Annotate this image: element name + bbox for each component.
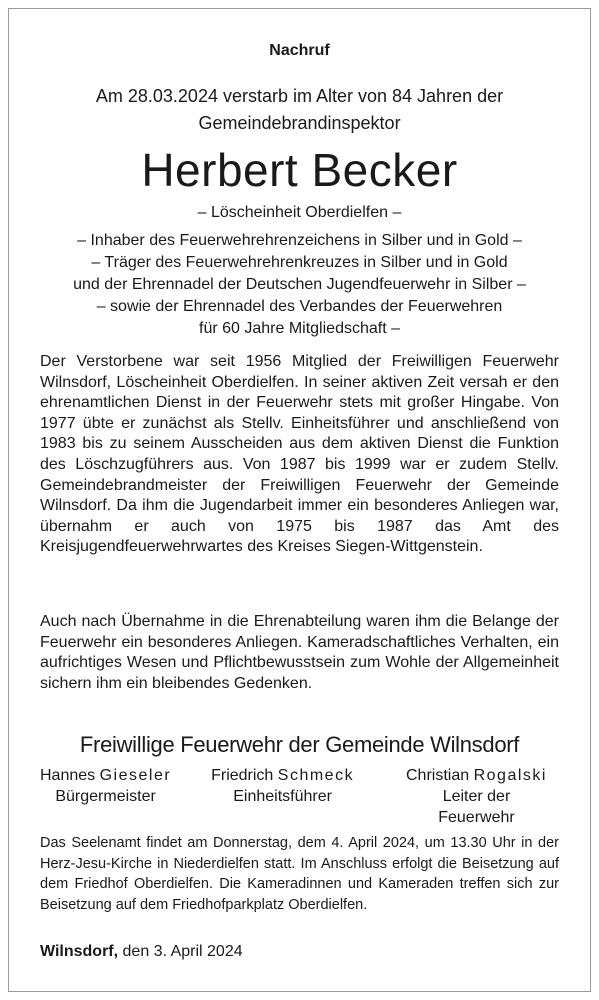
signer-first-name: Hannes	[40, 767, 96, 784]
unit-line: – Löscheinheit Oberdielfen –	[197, 204, 402, 221]
signer-name	[394, 765, 559, 786]
tribute-paragraph: Auch nach Übernahme in die Ehrenabteilung waren ihm die Belange der Feuerwehr ein besonderes Anliegen. Kameradschaftliches Verhalten, ein aufrichtiges Wesen und Pflichtbewusstsein zum Wohle der Allgemeinheit sichern ihm ein bleibendes Gedenken.	[40, 613, 559, 692]
place-name: Wilnsdorf,	[40, 943, 119, 960]
signer-unit-leader	[211, 765, 354, 828]
signer-name	[40, 765, 171, 786]
signer-role: Leiter der Feuerwehr	[438, 788, 515, 826]
intro-line: Am 28.03.2024 verstarb im Alter von 84 Jahren der	[95, 86, 504, 106]
signers-row	[40, 765, 559, 828]
honor-line: und der Ehrennadel der Deutschen Jugendfeuerwehr in Silber –	[73, 276, 526, 293]
signer-fire-chief	[394, 765, 559, 828]
honors-list	[40, 230, 559, 340]
signer-mayor	[40, 765, 171, 828]
signer-last-name: Gieseler	[99, 767, 172, 784]
deceased-name: Herbert Becker	[141, 144, 458, 196]
signer-name	[211, 765, 354, 786]
signer-first-name: Christian	[406, 767, 470, 784]
signer-first-name: Friedrich	[211, 767, 274, 784]
signer-role: Einheitsführer	[233, 788, 332, 805]
funeral-information: Das Seelenamt findet am Donnerstag, dem 4. April 2024, um 13.30 Uhr in der Herz-Jesu-Kirche in Niederdielfen statt. Im Anschluss erfolgt die Beisetzung auf dem Friedhof Oberdielfen. Die Kameradinnen und Kameraden treffen sich zur Beisetzung auf dem Friedhofparkplatz Oberdielfen.	[40, 835, 559, 913]
honor-line: – Inhaber des Feuerwehrehrenzeichens in Silber und in Gold –	[77, 232, 522, 249]
honor-line: für 60 Jahre Mitgliedschaft –	[199, 320, 400, 337]
rank-title: Gemeindebrandinspektor	[198, 113, 401, 133]
notice-heading: Nachruf	[269, 42, 330, 59]
signer-last-name: Rogalski	[473, 767, 547, 784]
honor-line: – Träger des Feuerwehrehrenkreuzes in Silber und in Gold	[91, 254, 508, 271]
biography-paragraph: Der Verstorbene war seit 1956 Mitglied der Freiwilligen Feuerwehr Wilnsdorf, Löscheinheit Oberdielfen. In seiner aktiven Zeit versah er den ehrenamtlichen Dienst in der Feuerwehr stets mit großer Hingabe. Von 1977 übte er zunächst als Stellv. Einheitsführer und anschließend von 1983 bis zu seinem Ausscheiden aus dem aktiven Dienst die Funktion des Löschzugführers aus. Von 1987 bis 1999 war er zudem Stellv. Gemeindebrandmeister der Freiwilligen Feuerwehr der Gemeinde Wilnsdorf. Da ihm die Jugendarbeit immer ein besonderes Anliegen war, übernahm er auch von 1975 bis 1987 das Amt des Kreisjugendfeuerwehrwartes des Kreises Siegen-Wittgenstein.	[40, 353, 559, 556]
signer-last-name: Schmeck	[277, 767, 355, 784]
signer-role: Bürgermeister	[55, 788, 156, 805]
organization-name: Freiwillige Feuerwehr der Gemeinde Wilnsdorf	[79, 732, 520, 757]
honor-line: – sowie der Ehrennadel des Verbandes der Feuerwehren	[96, 298, 503, 315]
place-date-line	[40, 943, 559, 961]
notice-date: den 3. April 2024	[122, 943, 243, 960]
